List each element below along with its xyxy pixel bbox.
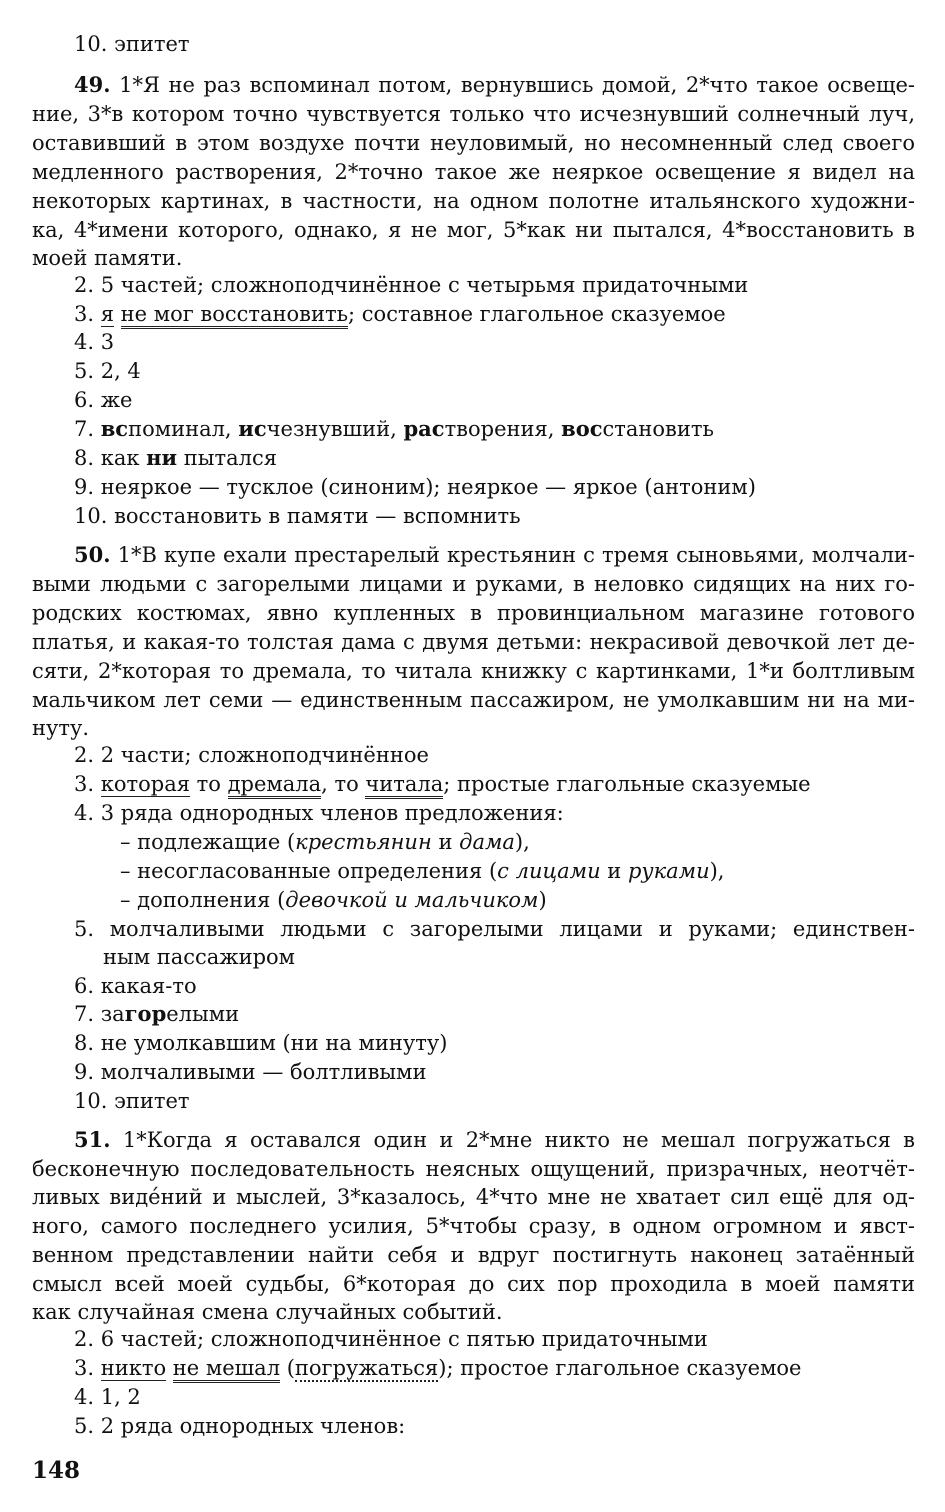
- predicate-underline: читала: [365, 772, 443, 799]
- answer-line: 7. загорелыми: [74, 1001, 240, 1026]
- answer-line: 3. никто не мешал (погружаться); простое глагольное сказуемое: [74, 1354, 802, 1382]
- exercise-text-line: ливых видéний и мыслей, 3*казалось, 4*что мне не хватает сил ещё для од-: [32, 1185, 915, 1209]
- answer-line: 2. 5 частей; сложноподчинённое с четырьмя придаточными: [74, 273, 749, 297]
- exercise-text-line: ние, 3*в котором точно чувствуется только что исчезнувший солнечный луч,: [32, 102, 915, 126]
- answer-line: 10. эпитет: [74, 32, 190, 56]
- answer-line: 8. как ни пытался: [74, 445, 277, 470]
- object-underline: погружаться: [294, 1356, 439, 1380]
- answer-line: 2. 6 частей; сложноподчинённое с пятью придаточными: [74, 1327, 708, 1351]
- page-number: 148: [32, 1457, 81, 1484]
- exercise-text-line: смысл всей моей судьбы, 6*которая до сих пор проходила в моей памяти: [32, 1272, 915, 1296]
- answer-line: 5. 2, 4: [74, 359, 141, 383]
- exercise-text-line: некоторых картинах, в частности, на одном полотне итальянского художни-: [32, 189, 915, 213]
- exercise-text-line: 51. 1*Когда я оставался один и 2*мне никто не мешал погружаться в: [74, 1127, 915, 1152]
- exercise-number: 51.: [74, 1127, 111, 1152]
- predicate-underline: не мешал: [173, 1356, 280, 1383]
- exercise-text-line: ка, 4*имени которого, однако, я не мог, 5*как ни пытался, 4*восстановить в: [32, 218, 915, 242]
- answer-line: 8. не умолкавшим (ни на минуту): [74, 1031, 448, 1055]
- answer-line: 10. эпитет: [74, 1089, 190, 1113]
- answer-line: 9. молчаливыми — болтливыми: [74, 1060, 427, 1084]
- exercise-text-line: платья, и какая-то толстая дама с двумя детьми: некрасивой девочкой лет де-: [32, 630, 915, 654]
- exercise-text-line: 50. 1*В купе ехали престарелый крестьянин с тремя сыновьями, молчали-: [74, 542, 915, 567]
- answer-line: 9. неяркое — тусклое (синоним); неяркое — яркое (антоним): [74, 475, 756, 499]
- exercise-text-line: ного, самого последнего усилия, 5*чтобы сразу, в одном огромном и явст-: [32, 1214, 915, 1238]
- exercise-text-line: нуту.: [32, 716, 90, 740]
- answer-line: 3. я не мог восстановить; составное глагольное сказуемое: [74, 300, 726, 328]
- list-item: – дополнения (девочкой и мальчиком): [120, 888, 547, 912]
- exercise-number: 49.: [74, 72, 111, 97]
- predicate-underline: не мог восстановить: [121, 302, 348, 329]
- list-item: – несогласованные определения (с лицами и руками),: [120, 859, 725, 883]
- answer-line: 4. 3 ряда однородных членов предложения:: [74, 801, 564, 825]
- answer-line: 2. 2 части; сложноподчинённое: [74, 743, 429, 767]
- answer-line: 5. молчаливыми людьми с загорелыми лицами и руками; единствен-: [74, 917, 915, 941]
- subject-underline: никто: [100, 1356, 167, 1380]
- exercise-text-line: бесконечную последовательность неясных ощущений, призрачных, неотчёт-: [32, 1157, 915, 1181]
- exercise-text-line: 49. 1*Я не раз вспоминал потом, вернувшись домой, 2*что такое освеще-: [74, 72, 915, 97]
- exercise-text-line: родских костюмах, явно купленных в провинциальном магазине готового: [32, 601, 915, 625]
- subject-underline: я: [100, 302, 114, 326]
- exercise-text-line: медленного растворения, 2*точно такое же неяркое освещение я видел на: [32, 160, 915, 184]
- exercise-text-line: мальчиком лет семи — единственным пассажиром, не умолкавшим ни на ми-: [32, 688, 915, 712]
- exercise-text-line: как случайная смена случайных событий.: [32, 1300, 503, 1324]
- answer-line: 4. 1, 2: [74, 1385, 141, 1409]
- exercise-text-line: оставивший в этом воздухе почти неуловимый, но несомненный след своего: [32, 131, 915, 155]
- exercise-text-line: моей памяти.: [32, 246, 183, 270]
- answer-line: 4. 3: [74, 330, 115, 354]
- exercise-text-line: сяти, 2*которая то дремала, то читала книжку с картинками, 1*и болтливым: [32, 659, 915, 683]
- exercise-text-line: выми людьми с загорелыми лицами и руками, в неловко сидящих на них го-: [32, 572, 915, 596]
- list-item: – подлежащие (крестьянин и дама),: [120, 830, 530, 854]
- answer-line: 6. же: [74, 388, 133, 412]
- exercise-number: 50.: [74, 542, 111, 567]
- exercise-text-line: венном представлении найти себя и вдруг постигнуть наконец затаённый: [32, 1243, 915, 1267]
- answer-line: 5. 2 ряда однородных членов:: [74, 1414, 406, 1438]
- predicate-underline: дремала: [228, 772, 322, 799]
- answer-line: ным пассажиром: [103, 945, 296, 969]
- answer-line: 10. восстановить в памяти — вспомнить: [74, 504, 521, 528]
- subject-underline: которая: [100, 772, 190, 796]
- answer-line: 7. вспоминал, исчезнувший, растворения, восстановить: [74, 416, 714, 441]
- answer-line: 3. которая то дремала, то читала; простые глагольные сказуемые: [74, 770, 811, 798]
- answer-line: 6. какая-то: [74, 974, 197, 998]
